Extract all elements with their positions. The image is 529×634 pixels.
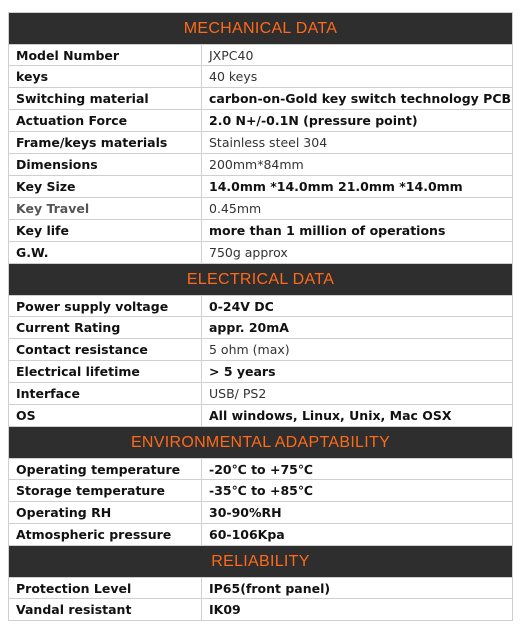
spec-value: carbon-on-Gold key switch technology PCB xyxy=(209,91,512,106)
spec-value: appr. 20mA xyxy=(209,320,289,335)
spec-label: keys xyxy=(9,66,202,87)
section-header-reliability: RELIABILITY xyxy=(8,546,513,577)
spec-label: Electrical lifetime xyxy=(9,361,202,382)
spec-value: more than 1 million of operations xyxy=(209,223,446,238)
spec-row xyxy=(8,361,513,383)
spec-value: USB/ PS2 xyxy=(209,386,267,401)
spec-row xyxy=(8,295,513,317)
spec-row xyxy=(8,339,513,361)
spec-label: Frame/keys materials xyxy=(9,132,202,153)
spec-value: -35℃ to +85℃ xyxy=(209,483,313,498)
spec-value: 60-106Kpa xyxy=(209,527,285,542)
spec-label: Actuation Force xyxy=(9,110,202,131)
spec-label: G.W. xyxy=(9,242,202,263)
spec-label: Key life xyxy=(9,220,202,241)
spec-value: -20℃ to +75℃ xyxy=(209,462,313,477)
spec-value: 0.45mm xyxy=(209,201,262,216)
spec-value: 2.0 N+/-0.1N (pressure point) xyxy=(209,113,418,128)
spec-label: Key Size xyxy=(9,176,202,197)
spec-row xyxy=(8,154,513,176)
spec-row xyxy=(8,317,513,339)
spec-value: Stainless steel 304 xyxy=(209,135,328,150)
spec-label: Vandal resistant xyxy=(9,599,202,620)
spec-label: Contact resistance xyxy=(9,339,202,360)
spec-row xyxy=(8,176,513,198)
spec-value: > 5 years xyxy=(209,364,276,379)
spec-row xyxy=(8,577,513,599)
spec-label: OS xyxy=(9,405,202,426)
spec-row xyxy=(8,480,513,502)
spec-value: 14.0mm *14.0mm 21.0mm *14.0mm xyxy=(209,179,463,194)
spec-label: Operating RH xyxy=(9,502,202,523)
spec-value: IP65(front panel) xyxy=(209,581,331,596)
spec-row xyxy=(8,502,513,524)
spec-label: Interface xyxy=(9,383,202,404)
spec-row xyxy=(8,198,513,220)
spec-label: Power supply voltage xyxy=(9,296,202,316)
spec-value: 30-90%RH xyxy=(209,505,282,520)
spec-row xyxy=(8,44,513,66)
spec-value: All windows, Linux, Unix, Mac OSX xyxy=(209,408,452,423)
spec-row xyxy=(8,458,513,480)
spec-value: JXPC40 xyxy=(209,48,254,63)
spec-row xyxy=(8,132,513,154)
spec-label: Operating temperature xyxy=(9,459,202,479)
spec-value: 750g approx xyxy=(209,245,288,260)
spec-value: 0-24V DC xyxy=(209,299,274,314)
spec-label: Dimensions xyxy=(9,154,202,175)
spec-label: Switching material xyxy=(9,88,202,109)
spec-value: 40 keys xyxy=(209,69,258,84)
spec-label: Key Travel xyxy=(9,198,202,219)
spec-row xyxy=(8,66,513,88)
spec-label: Atmospheric pressure xyxy=(9,524,202,545)
section-header-environmental: ENVIRONMENTAL ADAPTABILITY xyxy=(8,427,513,458)
spec-value: IK09 xyxy=(209,602,241,617)
spec-label: Protection Level xyxy=(9,578,202,598)
spec-row xyxy=(8,405,513,427)
spec-value: 200mm*84mm xyxy=(209,157,304,172)
spec-row xyxy=(8,524,513,546)
spec-label: Model Number xyxy=(9,45,202,65)
spec-label: Storage temperature xyxy=(9,480,202,501)
spec-row xyxy=(8,242,513,264)
section-header-mechanical: MECHANICAL DATA xyxy=(8,13,513,44)
spec-sheet xyxy=(8,12,513,621)
spec-row xyxy=(8,599,513,621)
spec-row xyxy=(8,383,513,405)
spec-label: Current Rating xyxy=(9,317,202,338)
spec-row xyxy=(8,110,513,132)
spec-value: 5 ohm (max) xyxy=(209,342,290,357)
spec-row xyxy=(8,220,513,242)
section-header-electrical: ELECTRICAL DATA xyxy=(8,264,513,295)
spec-row xyxy=(8,88,513,110)
